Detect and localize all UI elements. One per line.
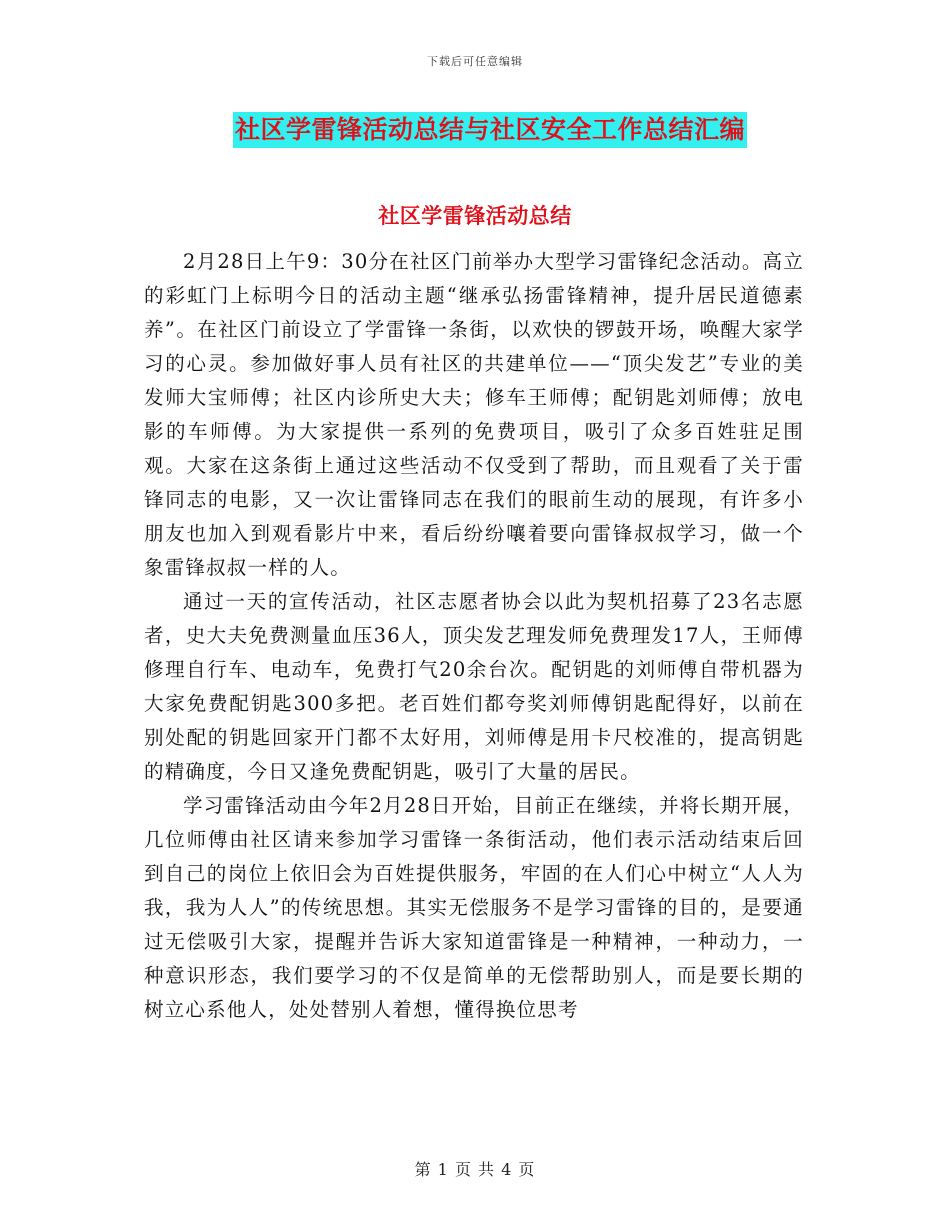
page-number-footer: 第 1 页 共 4 页 (414, 1160, 536, 1179)
document-title: 社区学雷锋活动总结与社区安全工作总结汇编 (233, 112, 747, 148)
document-body (144, 245, 804, 1027)
page-header-note: 下载后可任意编辑 (427, 55, 523, 68)
section-title: 社区学雷锋活动总结 (378, 204, 572, 228)
paragraph: 通过一天的宣传活动，社区志愿者协会以此为契机招募了23名志愿者，史大夫免费测量血压36人，顶尖发艺理发师免费理发17人，王师傅修理自行车、电动车，免费打气20余台次。配钥匙的刘师傅自带机器为大家免费配钥匙300多把。老百姓们都夸奖刘师傅钥匙配得好，以前在别处配的钥匙回家开门都不太好用，刘师傅是用卡尺校准的，提高钥匙的精确度，今日又逢免费配钥匙，吸引了大量的居民。 (144, 590, 804, 783)
paragraph: 学习雷锋活动由今年2月28日开始，目前正在继续，并将长期开展，几位师傅由社区请来参加学习雷锋一条街活动，他们表示活动结束后回到自己的岗位上依旧会为百姓提供服务，牢固的在人们心中树立“人人为我，我为人人”的传统思想。其实无偿服务不是学习雷锋的目的，是要通过无偿吸引大家，提醒并告诉大家知道雷锋是一种精神，一种动力，一种意识形态，我们要学习的不仅是简单的无偿帮助别人，而是要长期的树立心系他人，处处替别人着想，懂得换位思考 (144, 794, 804, 1021)
paragraph: 2月28日上午9：30分在社区门前举办大型学习雷锋纪念活动。高立的彩虹门上标明今日的活动主题“继承弘扬雷锋精神，提升居民道德素养”。在社区门前设立了学雷锋一条街，以欢快的锣鼓开场，唤醒大家学习的心灵。参加做好事人员有社区的共建单位——“顶尖发艺”专业的美发师大宝师傅；社区内诊所史大夫；修车王师傅；配钥匙刘师傅；放电影的车师傅。为大家提供一系列的免费项目，吸引了众多百姓驻足围观。大家在这条街上通过这些活动不仅受到了帮助，而且观看了关于雷锋同志的电影，又一次让雷锋同志在我们的眼前生动的展现，有许多小朋友也加入到观看影片中来，看后纷纷嚷着要向雷锋叔叔学习，做一个象雷锋叔叔一样的人。 (144, 250, 804, 579)
